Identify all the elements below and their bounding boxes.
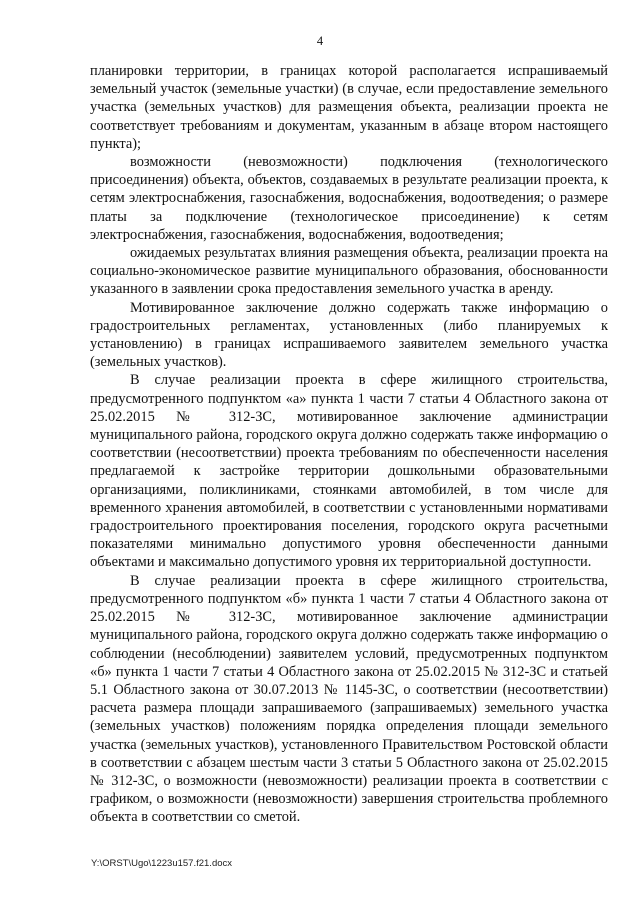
paragraph-housing-subpoint-a: В случае реализации проекта в сфере жилищного строительства, предусмотренного подпунктом «а» пункта 1 части 7 статьи 4 Областного закона от 25.02.2015 № 312-ЗС, мотивированное заключение администрации муниципального района, городского округа должно содержать также информацию о соответствии (несоответствии) проекта требованиям по обеспеченности населения предлагаемой к застройке территории дошкольными образовательными организациями, поликлиниками, стоянками автомобилей, в том числе для временного хранения автомобилей, в соответствии с установленными нормативами градостроительного проектирования поселения, городского округа расчетными показателями минимально допустимого уровня обеспеченности данными объектами и максимально допустимого уровня их территориальной доступности. bbox=[90, 372, 608, 571]
paragraph-housing-subpoint-b: В случае реализации проекта в сфере жилищного строительства, предусмотренного подпунктом «б» пункта 1 части 7 статьи 4 Областного закона от 25.02.2015 № 312-ЗС, мотивированное заключение администрации муниципального района, городского округа должно содержать также информацию о соблюдении (несоблюдении) заявителем условий, предусмотренных подпунктом «б» пункта 1 части 7 статьи 4 Областного закона от 25.02.2015 № 312-ЗС и статьей 5.1 Областного закона от 30.07.2013 № 1145-ЗС, о соответствии (несоответствии) расчета размера площади запрашиваемого (запрашиваемых) земельного участка (земельных участков) положениям порядка определения площади земельного участка (земельных участков), установленного Правительством Ростовской области в соответствии с абзацем шестым части 3 статьи 5 Областного закона от 25.02.2015 № 312-ЗС, о возможности (невозможности) реализации проекта в соответствии с графиком, о возможности (невозможности) завершения строительства проблемного объекта в соответствии со сметой. bbox=[90, 572, 608, 826]
document-body bbox=[90, 62, 608, 827]
paragraph-expected-results: ожидаемых результатах влияния размещения объекта, реализации проекта на социально-экономическое развитие муниципального образования, обоснованности указанного в заявлении срока предоставления земельного участка в аренду. bbox=[90, 245, 608, 298]
paragraph-planning-territory: планировки территории, в границах которой располагается испрашиваемый земельный участок (земельные участки) (в случае, если предоставление земельного участка (земельных участков) для размещения объекта, реализации проекта не соответствует требованиям и документам, указанным в абзаце втором настоящего пункта); bbox=[90, 63, 608, 152]
page-number: 4 bbox=[316, 34, 324, 48]
paragraph-connection-possibility: возможности (невозможности) подключения (технологического присоединения) объекта, объектов, создаваемых в результате реализации проекта, к сетям электроснабжения, газоснабжения, водоснабжения, водоотведения; о размере платы за подключение (технологическое присоединение) к сетям электроснабжения, газоснабжения, водоснабжения, водоотведения; bbox=[90, 154, 608, 243]
document-file-path: Y:\ORST\Ugo\1223u157.f21.docx bbox=[91, 858, 233, 869]
paragraph-urban-regulations: Мотивированное заключение должно содержать также информацию о градостроительных регламентах, установленных (либо планируемых к установлению) в границах испрашиваемого заявителем земельного участка (земельных участков). bbox=[90, 299, 608, 371]
